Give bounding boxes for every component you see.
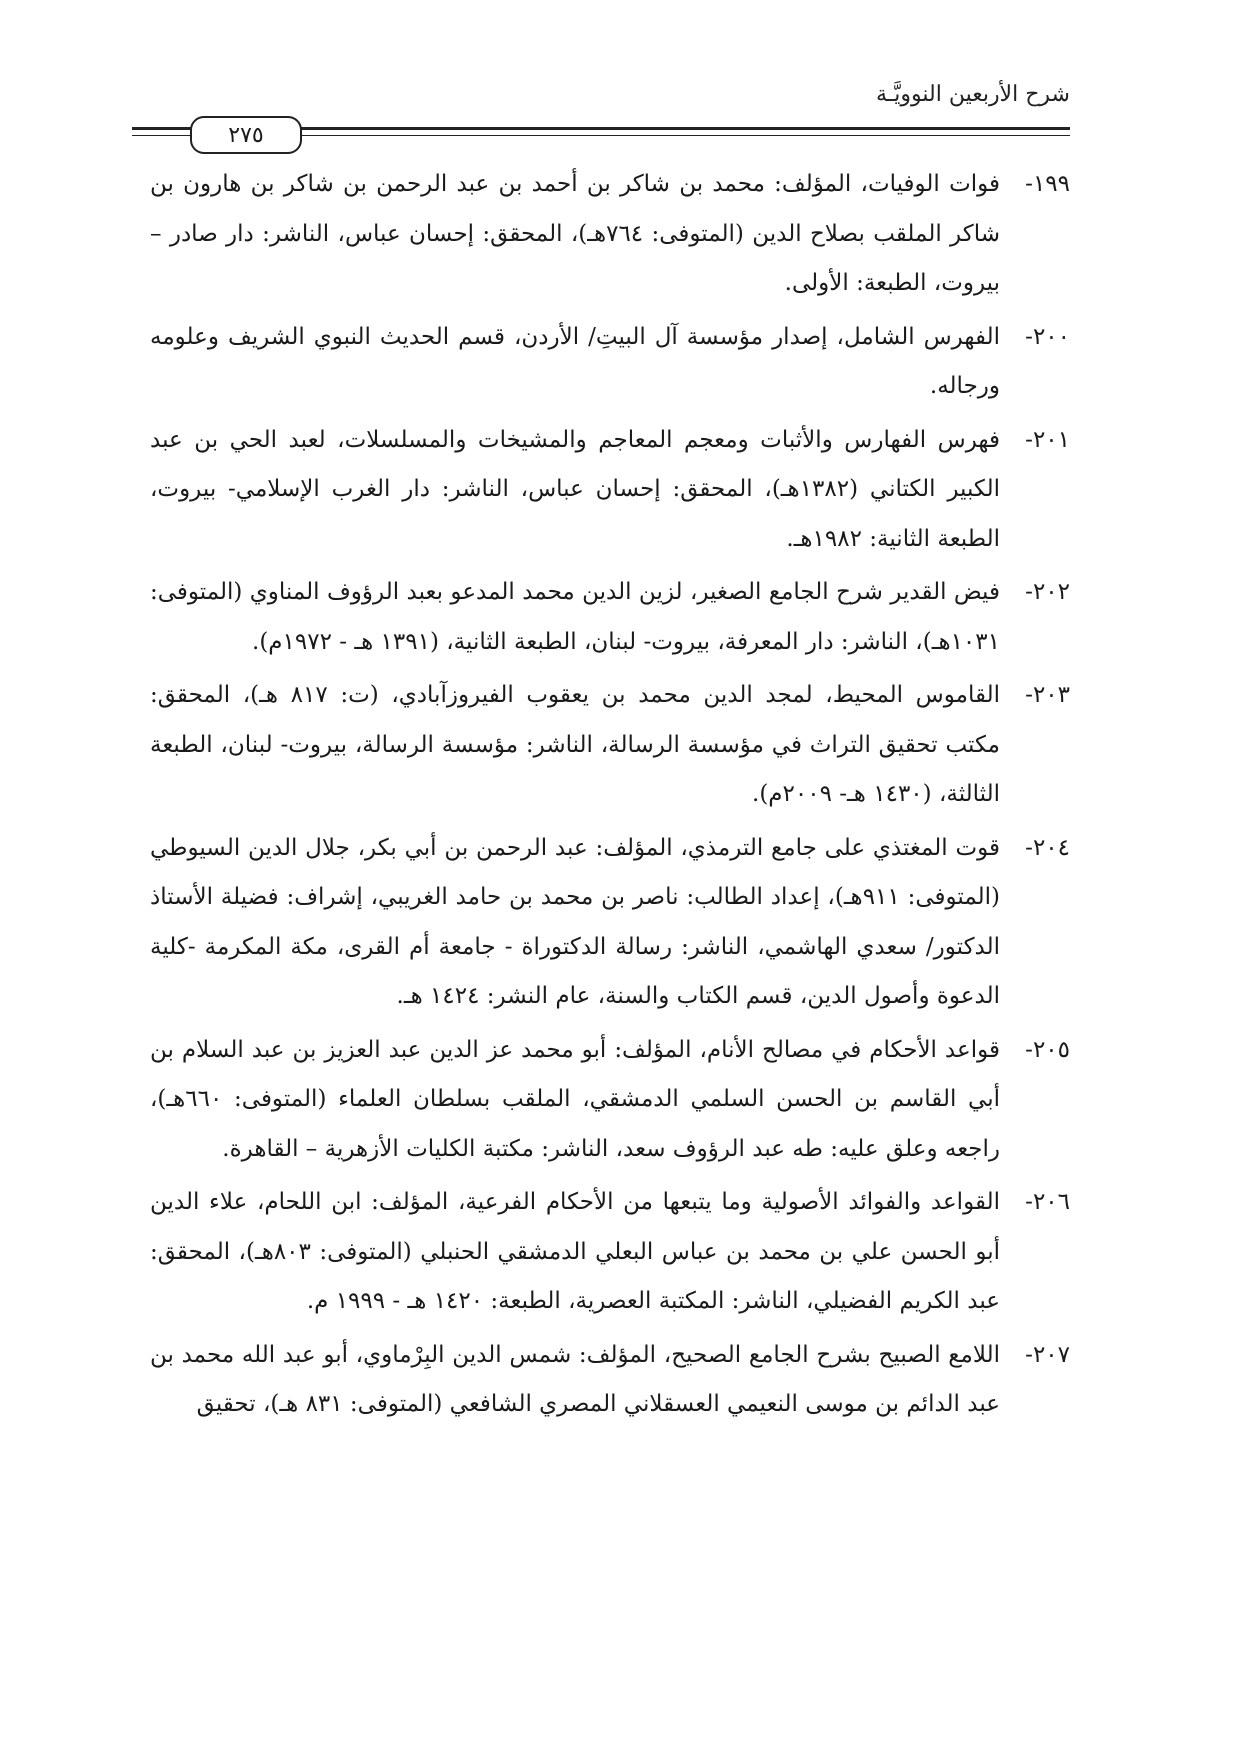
bibliography-entry (150, 313, 1070, 412)
entry-text: قوت المغتذي على جامع الترمذي، المؤلف: عبد الرحمن بن أبي بكر، جلال الدين السيوطي (المتوفى: ٩١١هـ)، إعداد الطالب: ناصر بن محمد بن حامد الغريبي، إشراف: فضيلة الأستاذ الدكتور/ سعدي الهاشمي، الناشر: رسالة الدكتوراة - جامعة أم القرى، مكة المكرمة -كلية الدعوة وأصول الدين، قسم الكتاب والسنة، عام النشر: ١٤٢٤ هـ. (150, 834, 1000, 1009)
entry-number: ١٩٩- (1025, 171, 1070, 197)
page-number-badge (190, 116, 302, 154)
entry-number: ٢٠٥- (1025, 1036, 1070, 1063)
entry-number: ٢٠٣- (1025, 682, 1070, 708)
bibliography-entry (150, 671, 1070, 820)
page-number: ٢٧٥ (228, 122, 264, 148)
entry-text: القاموس المحيط، لمجد الدين محمد بن يعقوب الفيروزآبادي، (ت: ٨١٧ هـ)، المحقق: مكتب تحقيق التراث في مؤسسة الرسالة، الناشر: مؤسسة الرسالة، بيروت- لبنان، الطبعة الثالثة، (١٤٣٠ هـ- ٢٠٠٩م). (150, 682, 1000, 807)
entry-number: ٢٠٢- (1025, 579, 1070, 605)
entry-text: فهرس الفهارس والأثبات ومعجم المعاجم والمشيخات والمسلسلات، لعبد الحي بن عبد الكبير الكتاني (١٣٨٢هـ)، المحقق: إحسان عباس، الناشر: دار الغرب الإسلامي- بيروت، الطبعة الثانية: ١٩٨٢هـ. (150, 426, 1000, 552)
entry-number: ٢٠١- (1025, 426, 1070, 453)
running-header-title: شرح الأربعين النوويَّـة (876, 82, 1070, 107)
entry-text: فوات الوفيات، المؤلف: محمد بن شاكر بن أحمد بن عبد الرحمن بن شاكر بن هارون بن شاكر الملقب بصلاح الدين (المتوفى: ٧٦٤هـ)، المحقق: إحسان عباس، الناشر: دار صادر – بيروت، الطبعة: الأولى. (150, 171, 1000, 296)
bibliography-entry (150, 824, 1070, 1022)
bibliography-entry (150, 416, 1070, 565)
entry-text: الفهرس الشامل، إصدار مؤسسة آل البيتِ/ الأردن، قسم الحديث النبوي الشريف وعلومه ورجاله. (150, 323, 1000, 399)
entry-text: قواعد الأحكام في مصالح الأنام، المؤلف: أبو محمد عز الدين عبد العزيز بن عبد السلام بن أبي القاسم بن الحسن السلمي الدمشقي، الملقب بسلطان العلماء (المتوفى: ٦٦٠هـ)، راجعه وعلق عليه: طه عبد الرؤوف سعد، الناشر: مكتبة الكليات الأزهرية – القاهرة. (150, 1036, 1000, 1162)
bibliography-entry (150, 1026, 1070, 1175)
bibliography-entry (150, 1331, 1070, 1430)
entry-number: ٢٠٦- (1025, 1189, 1070, 1215)
bibliography-list (150, 160, 1070, 1434)
entry-number: ٢٠٠- (1025, 323, 1070, 350)
entry-text: القواعد والفوائد الأصولية وما يتبعها من الأحكام الفرعية، المؤلف: ابن اللحام، علاء الدين أبو الحسن علي بن محمد بن عباس البعلي الدمشقي الحنبلي (المتوفى: ٨٠٣هـ)، المحقق: عبد الكريم الفضيلي، الناشر: المكتبة العصرية، الطبعة: ١٤٢٠ هـ - ١٩٩٩ م. (150, 1189, 1001, 1314)
entry-number: ٢٠٤- (1025, 834, 1070, 861)
bibliography-entry (150, 568, 1070, 667)
entry-text: اللامع الصبيح بشرح الجامع الصحيح، المؤلف: شمس الدين البِرْماوي، أبو عبد الله محمد بن عبد الدائم بن موسى النعيمي العسقلاني المصري الشافعي (المتوفى: ٨٣١ هـ)، تحقيق (150, 1341, 1000, 1417)
entry-number: ٢٠٧- (1025, 1341, 1070, 1368)
bibliography-entry (150, 1178, 1070, 1327)
entry-text: فيض القدير شرح الجامع الصغير، لزين الدين محمد المدعو بعبد الرؤوف المناوي (المتوفى: ١٠٣١هـ)، الناشر: دار المعرفة، بيروت- لبنان، الطبعة الثانية، (١٣٩١ هـ - ١٩٧٢م). (150, 579, 1000, 655)
bibliography-entry (150, 160, 1070, 309)
